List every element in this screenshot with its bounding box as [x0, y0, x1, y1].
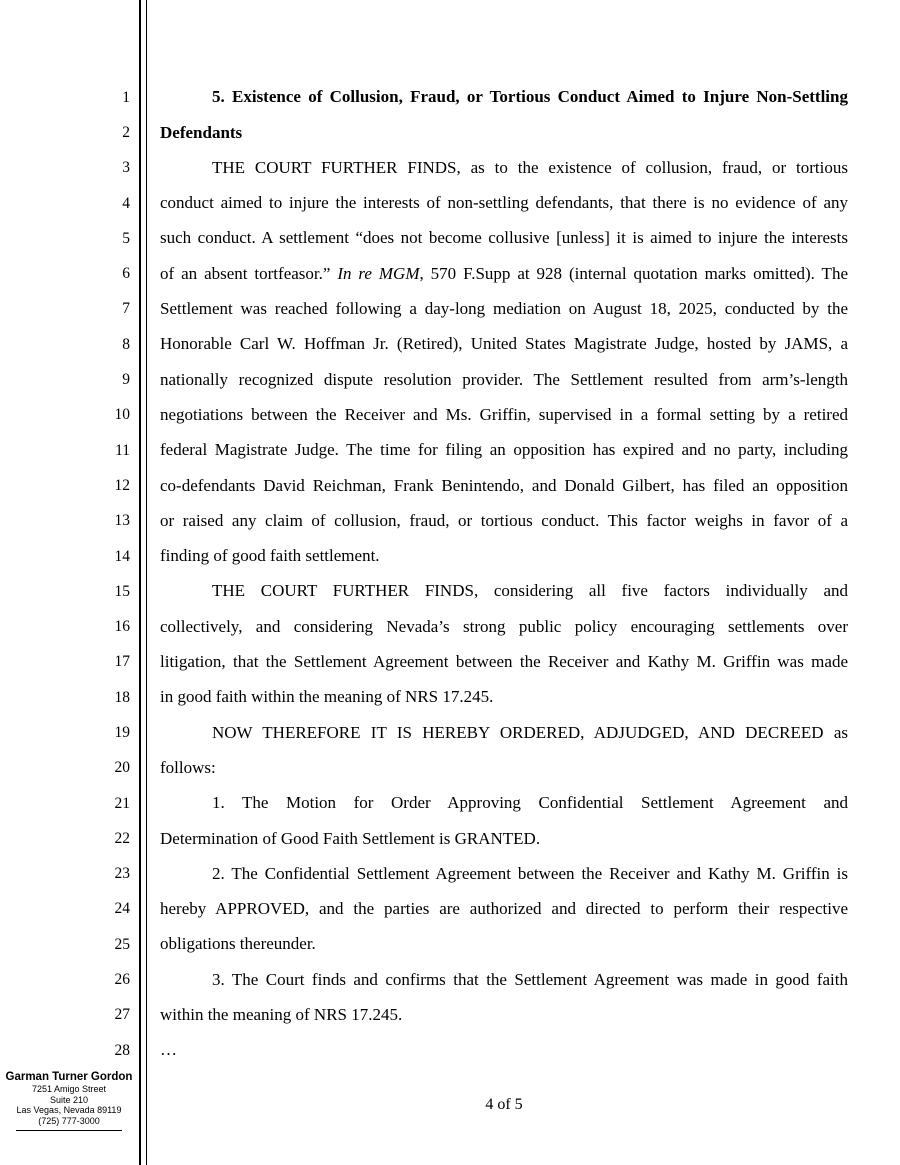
line-number: 21 — [114, 794, 130, 812]
line-number: 23 — [114, 865, 130, 883]
body-line-text: litigation, that the Settlement Agreement between the Receiver and Kathy M. Griffin was made — [160, 652, 848, 672]
body-line-text: Determination of Good Faith Settlement is GRANTED. — [160, 828, 541, 848]
line-number: 27 — [114, 1006, 130, 1024]
line-number: 26 — [114, 971, 130, 989]
line-number: 22 — [114, 829, 130, 847]
body-line — [160, 398, 848, 433]
body-line — [160, 574, 848, 609]
body-line-text: federal Magistrate Judge. The time for filing an opposition has expired and no party, including — [160, 440, 848, 460]
body-line — [160, 680, 848, 715]
firm-phone: (725) 777-3000 — [38, 1115, 100, 1126]
body-line-text — [160, 265, 848, 284]
body-line-text: NOW THEREFORE IT IS HEREBY ORDERED, ADJUDGED, AND DECREED as — [212, 722, 848, 742]
pleading-right-rule — [146, 0, 147, 1165]
body-line — [160, 468, 848, 503]
line-number: 18 — [114, 688, 130, 706]
body-line — [160, 327, 848, 362]
body-line — [160, 962, 848, 997]
body-line — [160, 292, 848, 327]
body-line — [160, 998, 848, 1033]
body-line-text: Settlement was reached following a day-long mediation on August 18, 2025, conducted by the — [160, 299, 848, 319]
line-number: 1 — [122, 88, 130, 106]
body-line — [160, 186, 848, 221]
page-number: 4 of 5 — [485, 1096, 523, 1113]
line-number: 11 — [115, 441, 130, 459]
body-line-text: Defendants — [160, 122, 243, 142]
firm-address-suite: Suite 210 — [49, 1094, 89, 1105]
line-number: 3 — [122, 159, 130, 177]
line-number: 28 — [114, 1041, 130, 1059]
body-line-text: follows: — [160, 757, 216, 777]
body-line — [160, 221, 848, 256]
line-number: 12 — [114, 476, 130, 494]
body-line — [160, 609, 848, 644]
body-line-text: such conduct. A settlement “does not become collusive [unless] it is aimed to injure the interests — [160, 228, 848, 248]
body-line — [160, 1033, 848, 1068]
body-line — [160, 786, 848, 821]
firm-address-street: 7251 Amigo Street — [31, 1084, 107, 1094]
body-line — [160, 256, 848, 291]
body-line-text: conduct aimed to injure the interests of non-settling defendants, that there is no evidence of any — [160, 193, 848, 213]
body-line-text: within the meaning of NRS 17.245. — [160, 1005, 403, 1025]
firm-address-city: Las Vegas, Nevada 89119 — [16, 1105, 122, 1115]
line-number: 6 — [122, 265, 130, 283]
line-number: 5 — [122, 229, 130, 247]
line-number: 13 — [114, 512, 130, 530]
body-line-segment: , 570 F.Supp at 928 (internal quotation marks omitted). The — [419, 263, 848, 283]
body-line-text: obligations thereunder. — [160, 934, 316, 954]
line-number: 25 — [114, 935, 130, 953]
firm-block-underline — [16, 1130, 122, 1131]
line-number: 19 — [114, 723, 130, 741]
body-line — [160, 751, 848, 786]
body-line — [160, 362, 848, 397]
line-number: 20 — [114, 759, 130, 777]
line-number: 15 — [114, 582, 130, 600]
body-line — [160, 892, 848, 927]
body-line-text: nationally recognized dispute resolution provider. The Settlement resulted from arm’s-length — [160, 369, 848, 389]
body-line — [160, 115, 848, 150]
body-line-text: Honorable Carl W. Hoffman Jr. (Retired), United States Magistrate Judge, hosted by JAMS, a — [160, 334, 848, 354]
body-line — [160, 80, 848, 115]
line-number: 17 — [114, 653, 130, 671]
body-line — [160, 821, 848, 856]
body-line-text: collectively, and considering Nevada’s strong public policy encouraging settlements over — [160, 616, 848, 636]
body-line — [160, 645, 848, 680]
body-line — [160, 715, 848, 750]
line-number-column — [0, 80, 130, 1068]
line-number: 7 — [122, 300, 130, 318]
body-line-text: hereby APPROVED, and the parties are authorized and directed to perform their respective — [160, 899, 848, 919]
body-line — [160, 857, 848, 892]
body-line-segment: of an absent tortfeasor.” — [160, 263, 338, 283]
body-line-text: THE COURT FURTHER FINDS, as to the existence of collusion, fraud, or tortious — [212, 157, 848, 177]
body-text-column — [160, 80, 848, 1068]
firm-address-block — [0, 1071, 138, 1131]
body-line-text: co-defendants David Reichman, Frank Benintendo, and Donald Gilbert, has filed an opposition — [160, 475, 848, 495]
body-line-text: 3. The Court finds and confirms that the Settlement Agreement was made in good faith — [212, 969, 848, 989]
body-line — [160, 151, 848, 186]
line-number: 4 — [122, 194, 130, 212]
body-line-text: 1. The Motion for Order Approving Confidential Settlement Agreement and — [212, 793, 848, 813]
body-line-text: finding of good faith settlement. — [160, 546, 380, 566]
line-number: 24 — [114, 900, 130, 918]
body-line-text: THE COURT FURTHER FINDS, considering all five factors individually and — [212, 581, 848, 601]
line-number: 9 — [122, 371, 130, 389]
line-number: 2 — [122, 123, 130, 141]
body-line — [160, 504, 848, 539]
body-line-text: in good faith within the meaning of NRS 17.245. — [160, 687, 494, 707]
firm-name: Garman Turner Gordon — [5, 1071, 133, 1083]
body-line-text: 5. Existence of Collusion, Fraud, or Tortious Conduct Aimed to Injure Non-Settling — [212, 87, 848, 107]
body-line — [160, 927, 848, 962]
body-line-text: 2. The Confidential Settlement Agreement between the Receiver and Kathy M. Griffin is — [212, 863, 848, 883]
line-number: 8 — [122, 335, 130, 353]
line-number: 14 — [114, 547, 130, 565]
body-line-text: negotiations between the Receiver and Ms. Griffin, supervised in a formal setting by a retired — [160, 404, 848, 424]
line-number: 10 — [114, 406, 130, 424]
pleading-left-rule — [139, 0, 141, 1165]
body-line — [160, 539, 848, 574]
body-line-text: or raised any claim of collusion, fraud, or tortious conduct. This factor weighs in favor of a — [160, 510, 848, 530]
line-number: 16 — [114, 618, 130, 636]
body-line-text: … — [160, 1040, 177, 1060]
case-citation-italic: In re MGM — [337, 263, 420, 283]
body-line — [160, 433, 848, 468]
